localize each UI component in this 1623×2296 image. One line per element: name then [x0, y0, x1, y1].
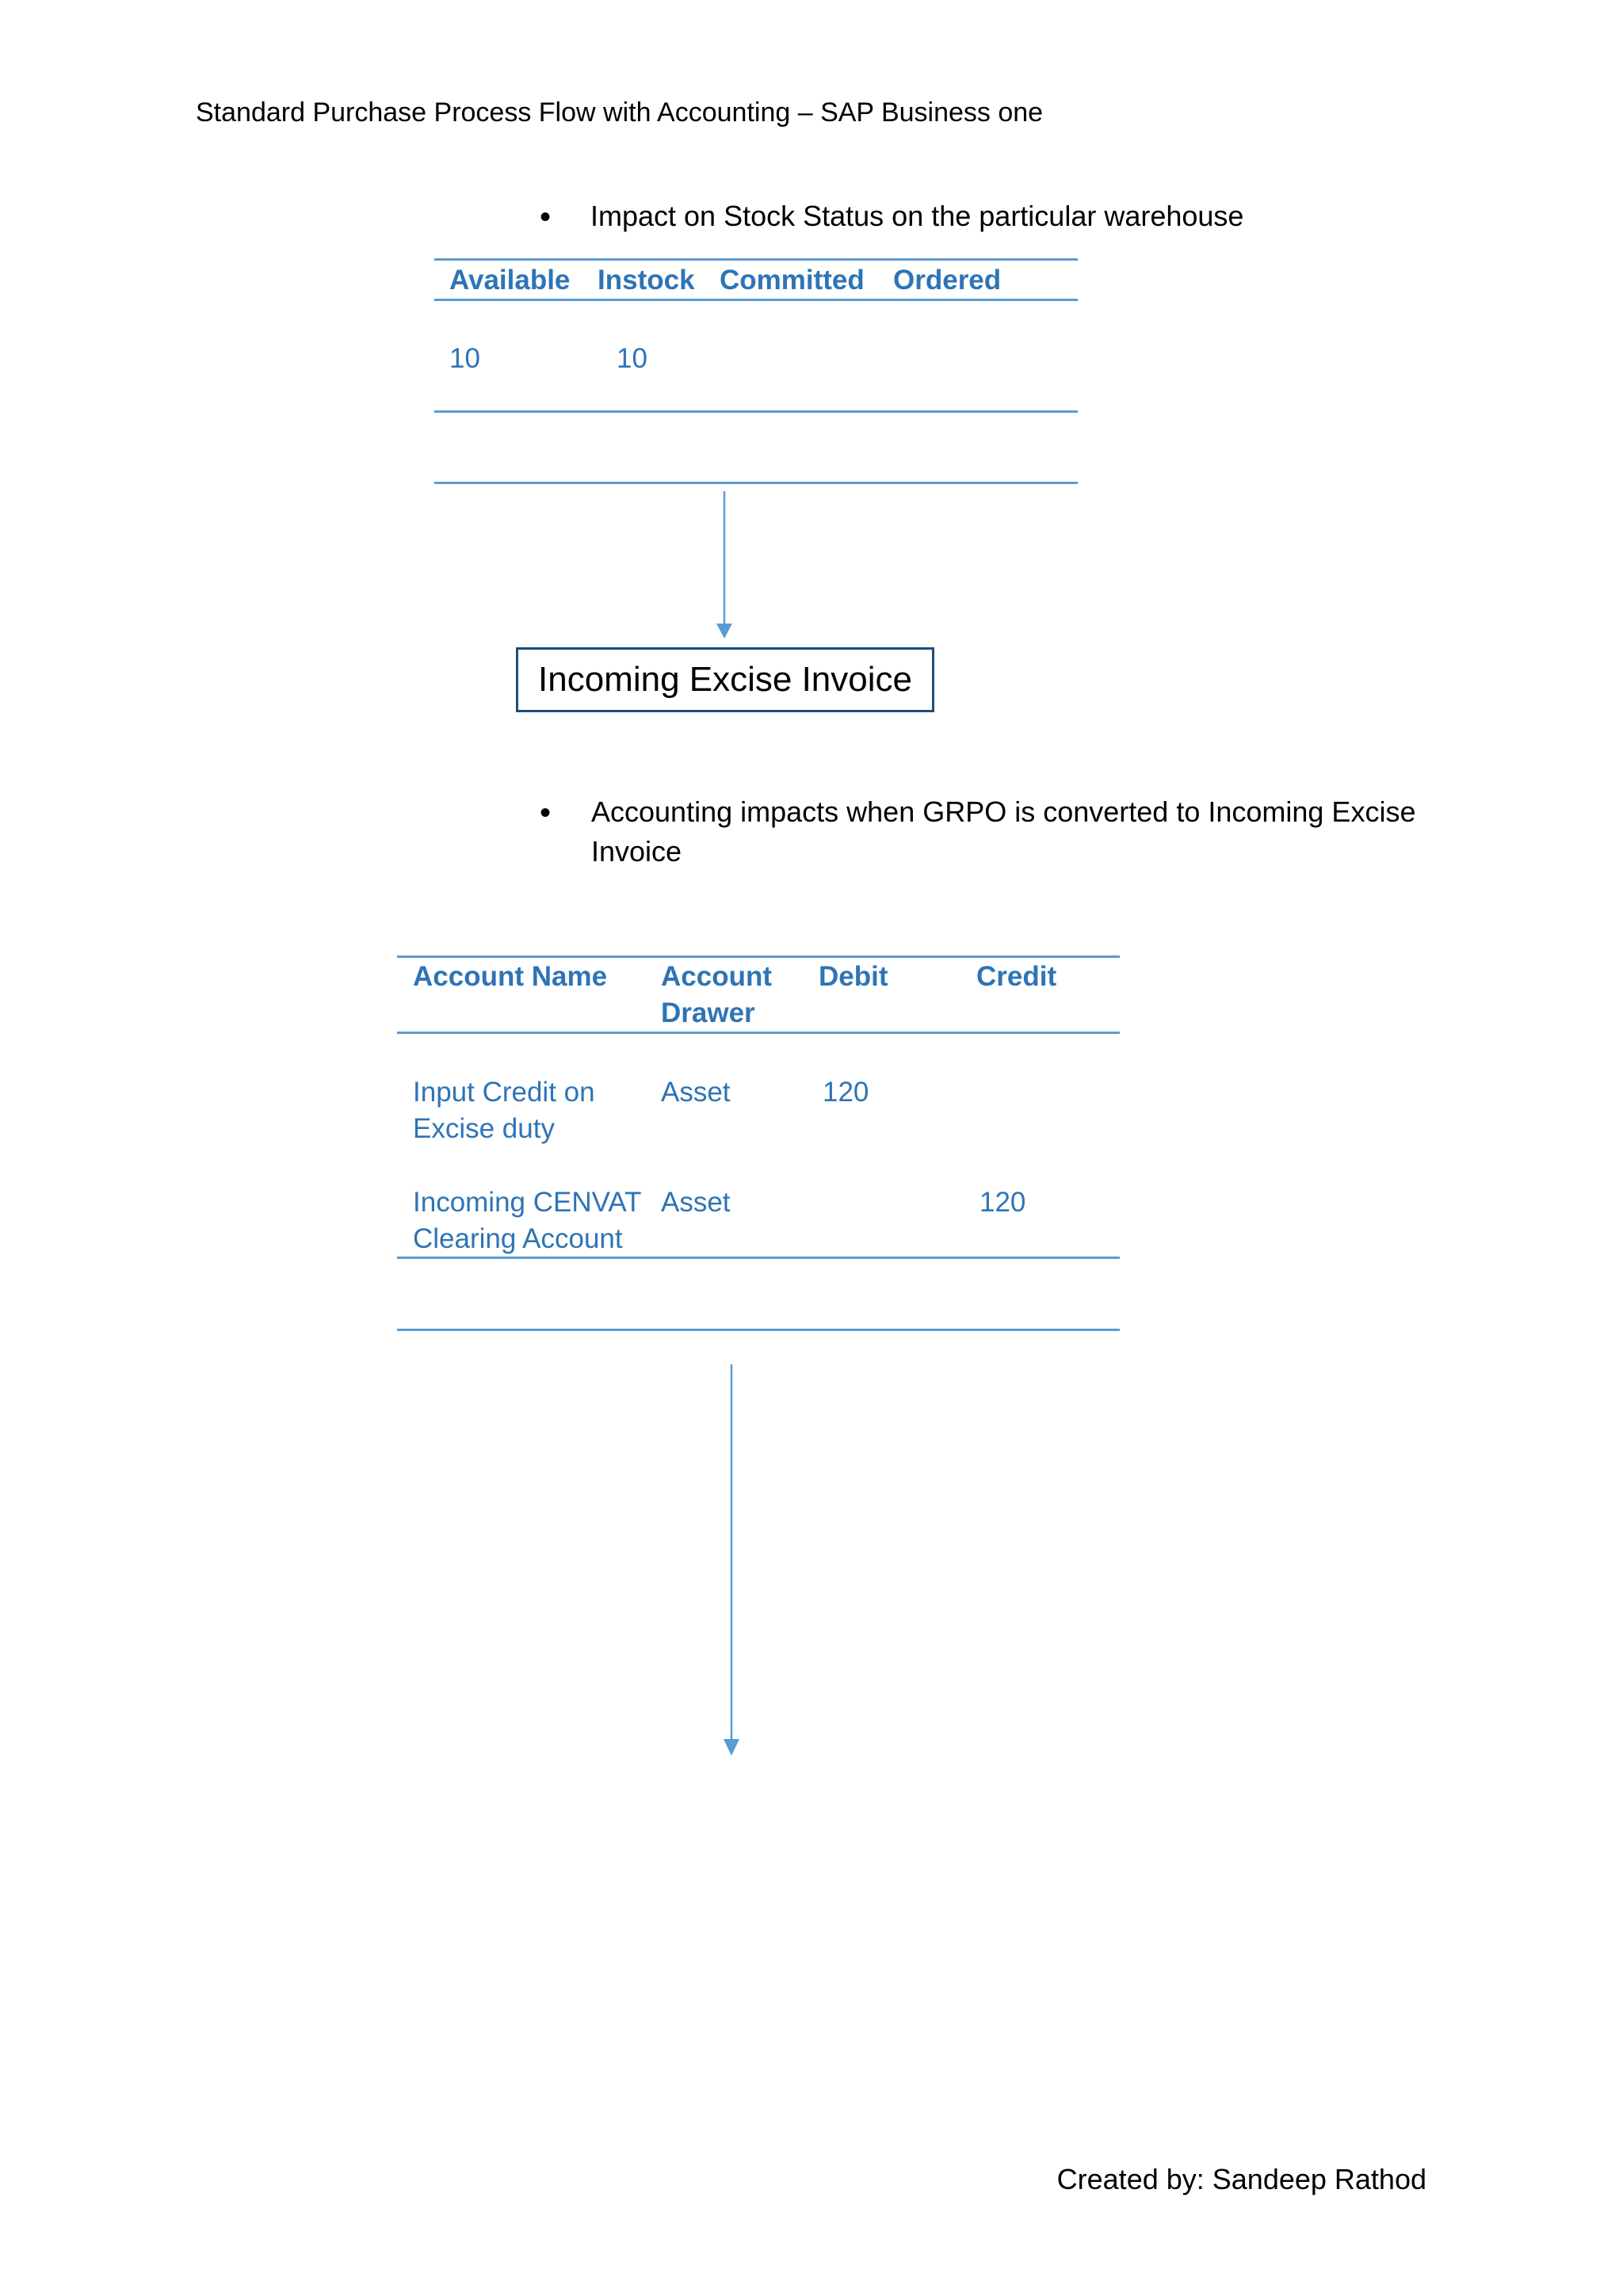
acct-row2-drawer: Asset: [661, 1187, 731, 1218]
flow-box-incoming-excise-invoice: [516, 647, 934, 712]
acct-col-drawer-line1: Account: [661, 961, 772, 992]
stock-col-available: Available: [449, 265, 571, 296]
acct-col-credit: Credit: [976, 961, 1057, 992]
bullet-dot: •: [540, 795, 552, 830]
accounting-table-body-rule: [397, 1257, 1120, 1259]
stock-col-instock: Instock: [598, 265, 695, 296]
flow-arrow-1: [716, 491, 732, 639]
stock-col-committed: Committed: [720, 265, 865, 296]
footer-credit: Created by: Sandeep Rathod: [1056, 2163, 1426, 2195]
acct-row1-drawer: Asset: [661, 1077, 731, 1108]
stock-bullet-text: Impact on Stock Status on the particular warehouse: [590, 200, 1244, 232]
acct-row2-name-line2: Clearing Account: [413, 1223, 623, 1254]
acct-col-account-name: Account Name: [413, 961, 608, 992]
acct-row2-name-line1: Incoming CENVAT: [413, 1187, 642, 1218]
acct-row2-credit: 120: [980, 1187, 1026, 1218]
bullet-dot: •: [540, 200, 552, 235]
stock-instock-value: 10: [617, 343, 647, 374]
acct-row1-debit: 120: [823, 1077, 869, 1108]
accounting-table-bottom-rule: [397, 1329, 1120, 1331]
acct-col-drawer-line2: Drawer: [661, 997, 755, 1028]
stock-col-ordered: Ordered: [893, 265, 1002, 296]
acct-row1-name-line2: Excise duty: [413, 1113, 555, 1144]
flow-arrow-2: [724, 1364, 739, 1756]
accounting-table-header-rule: [397, 1032, 1120, 1034]
accounting-bullet-line1: Accounting impacts when GRPO is converted to Incoming Excise: [591, 795, 1416, 828]
accounting-table-top-rule: [397, 955, 1120, 958]
acct-row1-name-line1: Input Credit on: [413, 1077, 595, 1108]
stock-available-value: 10: [449, 343, 480, 374]
acct-col-debit: Debit: [819, 961, 888, 992]
flow-box-label: Incoming Excise Invoice: [538, 660, 912, 699]
accounting-bullet-line2: Invoice: [591, 835, 682, 868]
page-title: Standard Purchase Process Flow with Accounting – SAP Business one: [196, 97, 1044, 128]
